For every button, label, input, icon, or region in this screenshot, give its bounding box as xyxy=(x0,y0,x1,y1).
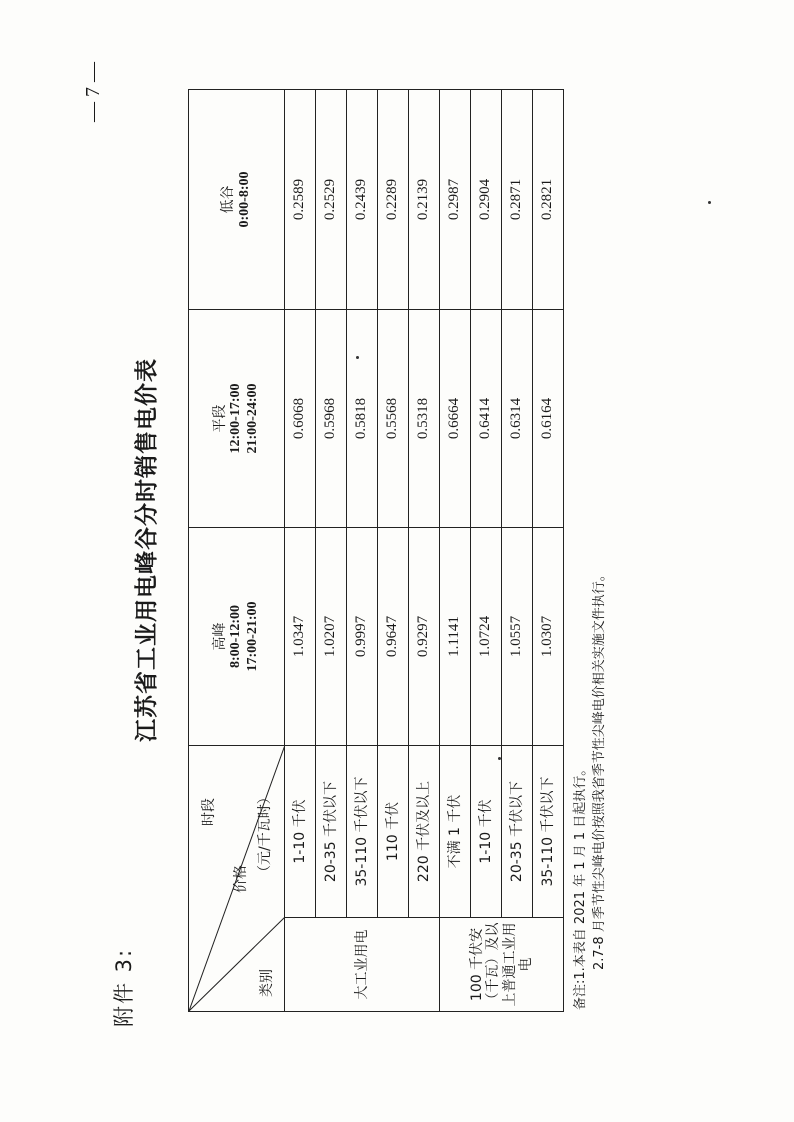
price-peak: 1.0307 xyxy=(533,528,564,746)
price-flat: 0.5568 xyxy=(378,310,409,528)
price-valley: 0.2529 xyxy=(316,90,347,310)
period-header-valley xyxy=(189,90,285,310)
voltage-cell: 20-35 千伏以下 xyxy=(502,746,533,918)
price-peak: 1.0207 xyxy=(316,528,347,746)
category-axis-label: 类别 xyxy=(259,969,275,997)
price-valley: 0.2987 xyxy=(440,90,471,310)
period-axis-label: 时段 xyxy=(201,798,217,826)
price-peak: 1.1141 xyxy=(440,528,471,746)
price-peak: 0.9297 xyxy=(409,528,440,746)
price-valley: 0.2871 xyxy=(502,90,533,310)
category-cell-general-industry: 100 千伏安（千瓦）及以上普通工业用电 xyxy=(440,918,564,1012)
table-row xyxy=(409,90,440,1012)
period-name: 高峰 xyxy=(212,622,229,651)
price-table xyxy=(188,89,564,1012)
price-flat: 0.6664 xyxy=(440,310,471,528)
table-row xyxy=(347,90,378,1012)
price-flat: 0.6164 xyxy=(533,310,564,528)
price-valley: 0.2904 xyxy=(471,90,502,310)
voltage-cell: 不满 1 千伏 xyxy=(440,746,471,918)
price-valley: 0.2439 xyxy=(347,90,378,310)
voltage-cell: 20-35 千伏以下 xyxy=(316,746,347,918)
price-valley: 0.2589 xyxy=(285,90,316,310)
voltage-cell: 220 千伏及以上 xyxy=(409,746,440,918)
voltage-cell: 1-10 千伏 xyxy=(471,746,502,918)
header-row xyxy=(189,90,285,1012)
notes-label: 备注: xyxy=(573,979,588,1010)
price-valley: 0.2139 xyxy=(409,90,440,310)
period-time: 8:00-12:00 xyxy=(228,605,244,668)
note-text: 1.本表自 2021 年 1 月 1 日起执行。 xyxy=(573,762,588,980)
price-flat: 0.5318 xyxy=(409,310,440,528)
price-flat: 0.5968 xyxy=(316,310,347,528)
price-peak: 1.0557 xyxy=(502,528,533,746)
period-name: 低谷 xyxy=(220,185,237,214)
table-row xyxy=(316,90,347,1012)
price-axis-label: 价格 xyxy=(233,865,249,893)
note-line: 2.7-8 月季节性尖峰电价按照我省季节性尖峰电价相关实施文件执行。 xyxy=(592,568,607,970)
notes-block xyxy=(571,568,609,1010)
voltage-cell: 35-110 千伏以下 xyxy=(347,746,378,918)
voltage-cell: 35-110 千伏以下 xyxy=(533,746,564,918)
price-valley: 0.2821 xyxy=(533,90,564,310)
table-row xyxy=(285,90,316,1012)
voltage-cell: 110 千伏 xyxy=(378,746,409,918)
table-row xyxy=(471,90,502,1012)
table-row xyxy=(502,90,533,1012)
price-peak: 1.0724 xyxy=(471,528,502,746)
price-flat: 0.6068 xyxy=(285,310,316,528)
diagonal-header-cell xyxy=(189,746,285,1012)
category-cell-large-industry: 大工业用电 xyxy=(285,918,440,1012)
unit-label: （元/千瓦时） xyxy=(257,790,273,879)
period-name: 平段 xyxy=(212,404,229,433)
period-time: 21:00-24:00 xyxy=(244,383,260,454)
table-title: 江苏省工业用电峰谷分时销售电价表 xyxy=(133,358,160,742)
table-row xyxy=(378,90,409,1012)
table-row xyxy=(533,90,564,1012)
price-flat: 0.5818 xyxy=(347,310,378,528)
price-valley: 0.2289 xyxy=(378,90,409,310)
attachment-label: 附件 3: xyxy=(112,947,136,1027)
price-peak: 0.9997 xyxy=(347,528,378,746)
page-number: — 7 — xyxy=(82,62,104,122)
price-flat: 0.6314 xyxy=(502,310,533,528)
price-peak: 0.9647 xyxy=(378,528,409,746)
table-row xyxy=(440,90,471,1012)
period-time: 0:00-8:00 xyxy=(236,171,252,228)
price-peak: 1.0347 xyxy=(285,528,316,746)
period-header-peak xyxy=(189,528,285,746)
period-time: 17:00-21:00 xyxy=(244,601,260,672)
price-flat: 0.6414 xyxy=(471,310,502,528)
period-header-flat xyxy=(189,310,285,528)
period-time: 12:00-17:00 xyxy=(228,383,244,454)
voltage-cell: 1-10 千伏 xyxy=(285,746,316,918)
note-line xyxy=(571,568,590,1010)
